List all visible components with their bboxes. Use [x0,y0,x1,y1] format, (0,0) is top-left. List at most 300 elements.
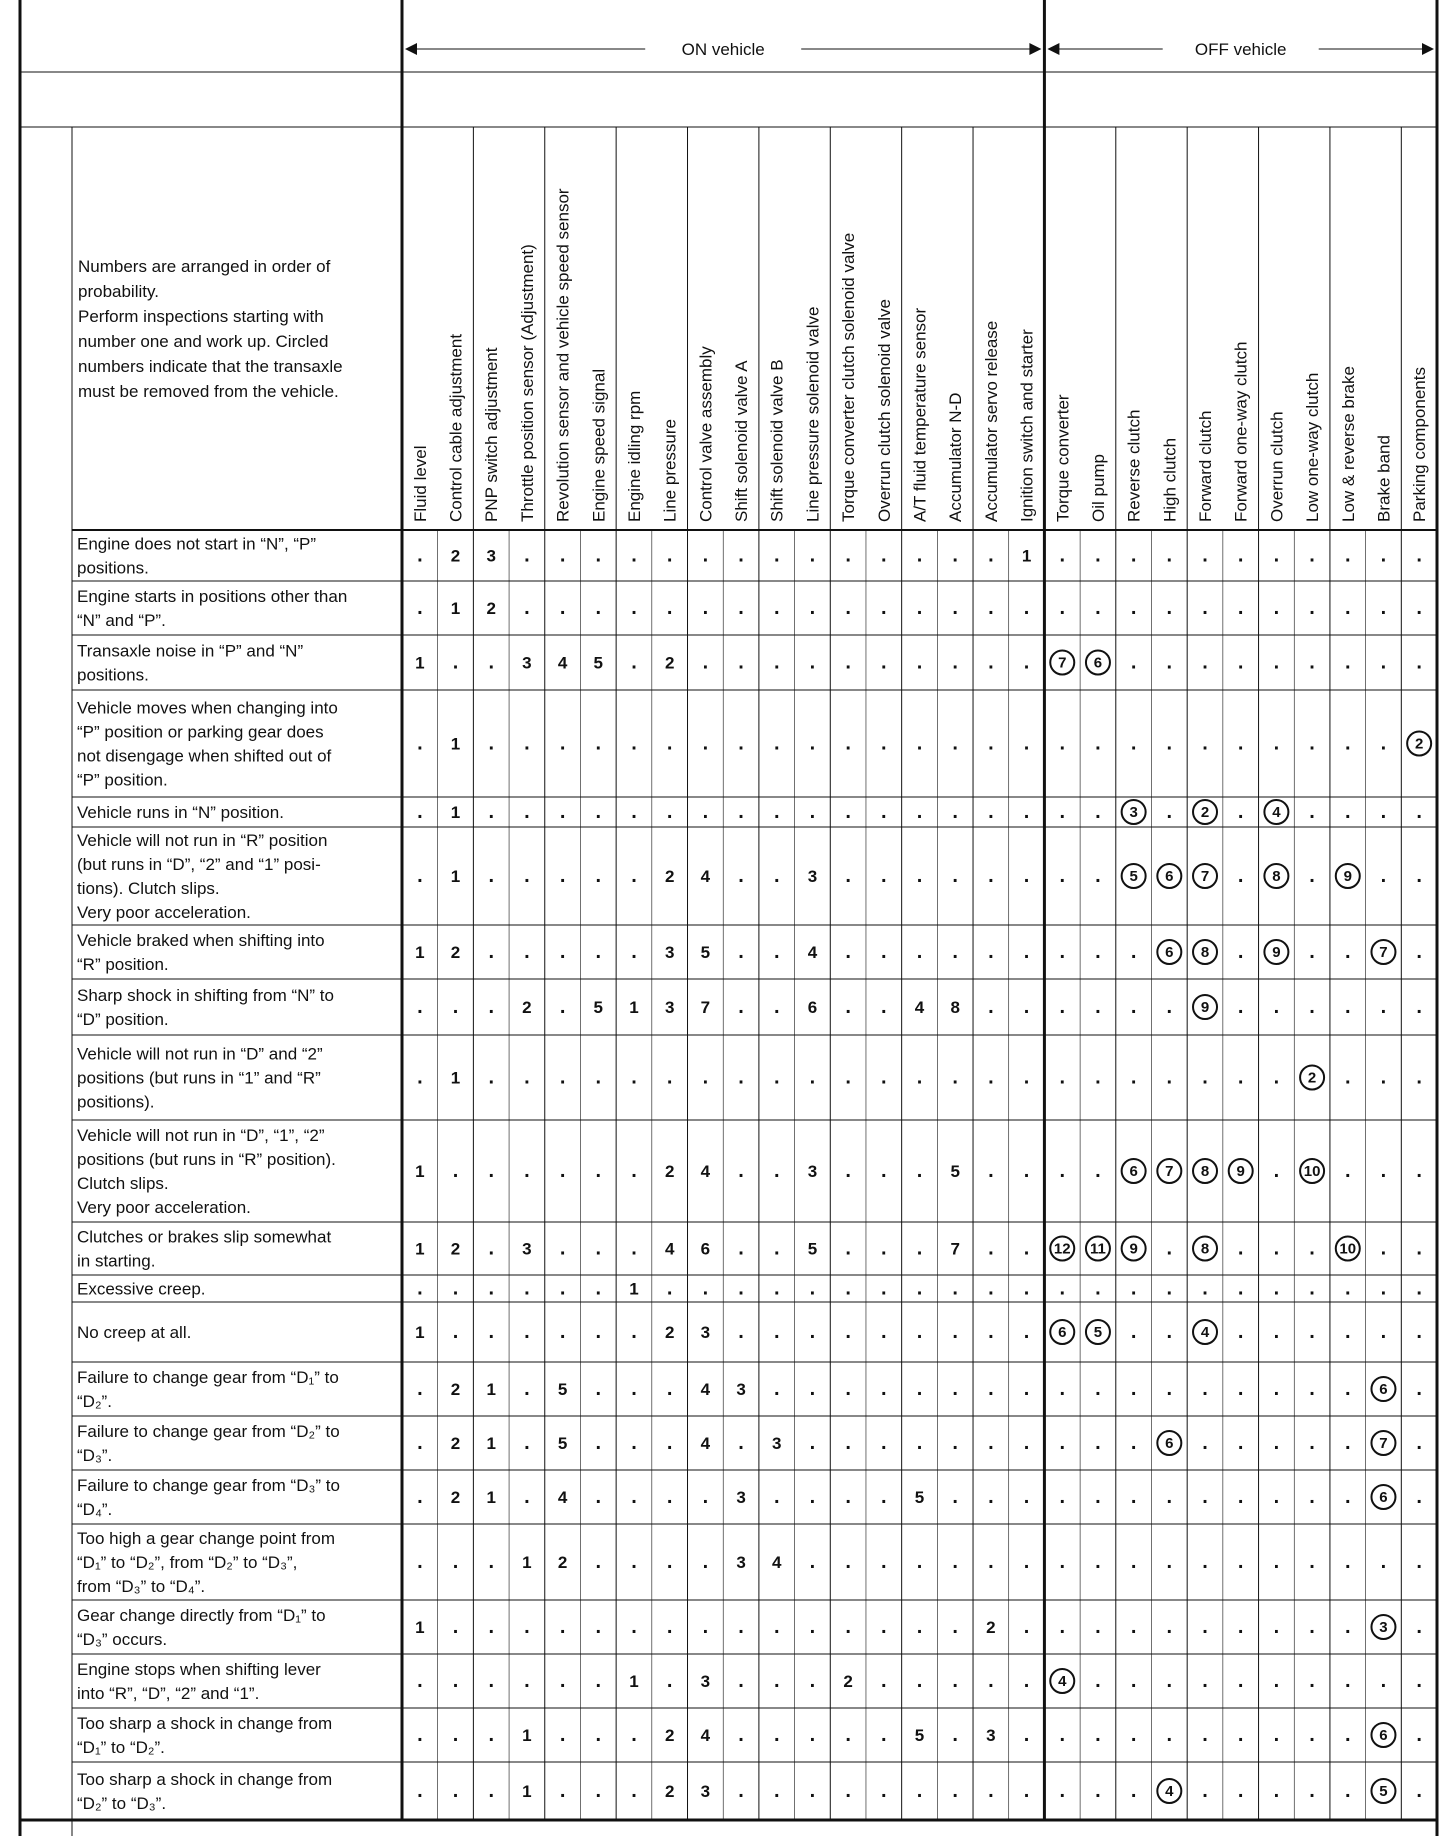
column-header: A/T fluid temperature sensor [910,307,930,522]
on-vehicle-arrow-label: ON vehicle [681,40,765,59]
empty-cell: . [809,597,816,619]
empty-cell: . [417,1378,423,1400]
empty-cell: . [916,1321,923,1343]
empty-cell: . [738,1321,744,1343]
empty-cell: . [488,1321,495,1343]
empty-cell: . [738,865,744,887]
empty-cell: . [881,801,887,823]
empty-cell: . [1416,1670,1422,1692]
empty-cell: . [952,1321,958,1343]
circled-cell [1336,864,1360,888]
empty-cell: . [881,1780,887,1802]
empty-cell: . [916,1616,923,1638]
empty-cell: . [488,941,495,963]
empty-cell: . [595,1486,602,1508]
empty-cell: . [773,996,780,1018]
column-header: Line pressure [660,418,680,522]
empty-cell: . [452,1277,459,1300]
cell-value: 2 [664,1726,675,1745]
empty-cell: . [488,1670,495,1692]
table-row [77,535,1422,578]
cell-value: 4 [1058,1673,1067,1690]
symptom-label: Too high a gear change point from [77,1529,336,1548]
empty-cell: . [1095,1432,1101,1454]
cell-value: 4 [700,1162,711,1181]
empty-cell: . [773,597,780,619]
table-row [77,1770,1422,1813]
circled-cell [1229,1159,1253,1183]
empty-cell: . [988,544,994,567]
empty-cell: . [595,801,602,823]
empty-cell: . [559,801,566,823]
cell-value: 2 [450,1380,461,1399]
empty-cell: . [524,597,530,619]
empty-cell: . [1344,801,1351,823]
empty-cell: . [702,1616,709,1638]
cell-value: 1 [450,803,461,822]
empty-cell: . [1416,544,1422,567]
table-row [77,1126,1422,1217]
cell-value: 2 [450,1239,461,1259]
empty-cell: . [773,651,780,674]
cell-value: 3 [664,943,675,962]
cell-value: 1 [486,1434,496,1453]
empty-cell: . [524,732,530,755]
empty-cell: . [524,1616,530,1638]
symptom-label: “P” position or parking gear does [77,722,324,742]
empty-cell: . [1237,996,1244,1018]
cell-value: 1 [450,599,461,618]
empty-cell: . [417,1277,423,1300]
empty-cell: . [559,1277,566,1300]
empty-cell: . [1166,1486,1173,1508]
symptom-rows [77,535,1431,1814]
empty-cell: . [952,1486,958,1508]
empty-cell: . [1023,801,1030,823]
empty-cell: . [845,865,851,887]
cell-value: 2 [986,1618,996,1637]
empty-cell: . [809,1066,816,1089]
empty-cell: . [1309,1486,1315,1508]
column-header: Reverse clutch [1124,409,1144,522]
empty-cell: . [809,1670,816,1692]
cell-value: 1 [415,653,425,673]
empty-cell: . [1202,1724,1208,1746]
empty-cell: . [1344,1780,1351,1802]
table-row [77,1476,1422,1519]
table-row [77,1278,1422,1300]
empty-cell: . [1416,651,1422,674]
cell-value: 2 [450,943,461,962]
column-header: Torque converter [1053,394,1073,522]
circled-cell [1264,800,1288,824]
column-header: Forward clutch [1196,410,1216,522]
empty-cell: . [881,1432,887,1454]
empty-cell: . [809,1551,816,1573]
empty-cell: . [1130,1724,1137,1746]
empty-cell: . [988,1486,994,1508]
table-row [77,831,1422,922]
empty-cell: . [1309,544,1315,567]
empty-cell: . [1309,1237,1315,1260]
symptom-label: positions (but runs in “1” and “R” [77,1068,321,1088]
empty-cell: . [1023,1378,1030,1400]
empty-cell: . [1023,1670,1030,1692]
empty-cell: . [1380,651,1387,674]
empty-cell: . [488,1780,495,1802]
symptom-label: positions. [77,665,149,685]
empty-cell: . [952,1432,958,1454]
column-header: High clutch [1160,437,1180,522]
empty-cell: . [1166,1724,1173,1746]
empty-cell: . [1023,1237,1030,1260]
empty-cell: . [1202,1277,1208,1300]
empty-cell: . [738,1670,744,1692]
empty-cell: . [1023,597,1030,619]
empty-cell: . [1344,732,1351,755]
empty-cell: . [1273,1378,1280,1400]
empty-cell: . [738,1724,744,1746]
empty-cell: . [1023,1551,1030,1573]
symptom-label: into “R”, “D”, “2” and “1”. [77,1684,260,1703]
empty-cell: . [1416,1277,1422,1300]
empty-cell: . [631,801,637,823]
empty-cell: . [881,1237,887,1260]
empty-cell: . [1095,732,1101,755]
empty-cell: . [738,1780,744,1802]
symptom-label: Vehicle moves when changing into [77,698,338,718]
circled-cell [1157,1779,1181,1803]
empty-cell: . [952,544,958,567]
empty-cell: . [988,1277,994,1300]
empty-cell: . [1095,865,1101,887]
empty-cell: . [1380,544,1387,567]
empty-cell: . [1023,1066,1030,1089]
empty-cell: . [988,651,994,674]
cell-value: 3 [986,1726,996,1745]
empty-cell: . [488,865,495,887]
empty-cell: . [916,597,923,619]
circled-cell [1264,940,1288,964]
symptom-label: Sharp shock in shifting from “N” to [77,986,334,1005]
cell-value: 1 [522,1726,532,1745]
cell-value: 5 [914,1726,925,1745]
empty-cell: . [809,732,816,755]
column-header: Engine speed signal [589,368,609,522]
empty-cell: . [666,1432,673,1454]
empty-cell: . [809,1486,816,1508]
empty-cell: . [773,1066,780,1089]
empty-cell: . [1416,1432,1422,1454]
empty-cell: . [1237,941,1244,963]
empty-cell: . [1130,544,1137,567]
empty-cell: . [559,941,566,963]
empty-cell: . [488,1066,495,1089]
empty-cell: . [1309,1780,1315,1802]
empty-cell: . [595,597,602,619]
column-header: Shift solenoid valve A [732,360,752,522]
symptom-label: Vehicle will not run in “D”, “1”, “2” [77,1126,325,1145]
empty-cell: . [488,1616,495,1638]
empty-cell: . [1059,1378,1066,1400]
empty-cell: . [773,1321,780,1343]
empty-cell: . [881,732,887,755]
column-header: Line pressure solenoid valve [803,306,823,522]
circled-cell [1122,800,1146,824]
empty-cell: . [1344,1670,1351,1692]
empty-cell: . [524,801,530,823]
cell-value: 9 [1236,1163,1245,1180]
empty-cell: . [702,1277,709,1300]
empty-cell: . [881,1066,887,1089]
empty-cell: . [809,801,816,823]
circled-cell [1300,1159,1324,1183]
empty-cell: . [988,1321,994,1343]
empty-cell: . [595,1277,602,1300]
empty-cell: . [488,1277,495,1300]
cell-value: 2 [1200,804,1210,821]
empty-cell: . [417,597,423,619]
table-row [77,1660,1422,1703]
empty-cell: . [1344,1277,1351,1300]
empty-cell: . [1095,1486,1101,1508]
column-header: Parking components [1410,367,1430,522]
empty-cell: . [417,865,423,887]
empty-cell: . [916,1237,923,1260]
cell-value: 1 [486,1488,496,1507]
cell-value: 2 [486,599,496,618]
cell-value: 3 [700,1672,711,1691]
empty-cell: . [1059,801,1066,823]
empty-cell: . [738,1160,744,1182]
symptom-label: “D₄”. [77,1500,113,1519]
empty-cell: . [1416,941,1422,963]
cell-value: 3 [522,653,532,673]
empty-cell: . [1023,732,1030,755]
empty-cell: . [988,1670,994,1692]
circled-cell [1264,864,1288,888]
empty-cell: . [452,1551,459,1573]
empty-cell: . [1130,1486,1137,1508]
empty-cell: . [452,1670,459,1692]
symptom-label: No creep at all. [77,1323,192,1342]
circled-cell [1193,1237,1217,1261]
empty-cell: . [1344,1551,1351,1573]
empty-cell: . [952,1378,958,1400]
cell-value: 5 [700,943,711,962]
empty-cell: . [1237,1321,1244,1343]
empty-cell: . [881,1670,887,1692]
empty-cell: . [1130,651,1137,674]
empty-cell: . [524,544,530,567]
circled-cell [1086,651,1110,675]
empty-cell: . [916,1066,923,1089]
symptom-label: Gear change directly from “D₁” to [77,1606,326,1625]
empty-cell: . [809,1724,816,1746]
circled-cell [1193,800,1217,824]
empty-cell: . [988,1066,994,1089]
empty-cell: . [559,1160,566,1182]
empty-cell: . [809,544,816,567]
empty-cell: . [524,1277,530,1300]
circled-cell [1157,1159,1181,1183]
empty-cell: . [1309,597,1315,619]
circled-cell [1157,1431,1181,1455]
empty-cell: . [738,1066,744,1089]
cell-value: 1 [522,1782,532,1801]
empty-cell: . [1095,544,1101,567]
empty-cell: . [916,1780,923,1802]
empty-cell: . [1273,1237,1280,1260]
empty-cell: . [1202,1378,1208,1400]
cell-value: 3 [807,867,818,886]
empty-cell: . [452,651,459,674]
column-header: Forward one-way clutch [1231,341,1251,522]
empty-cell: . [738,651,744,674]
table-row [77,800,1422,824]
empty-cell: . [988,996,994,1018]
empty-cell: . [845,1486,851,1508]
empty-cell: . [488,1551,495,1573]
cell-value: 2 [664,1323,675,1342]
instruction-note [78,257,343,401]
empty-cell: . [1130,1780,1137,1802]
empty-cell: . [881,544,887,567]
column-header: Low one-way clutch [1303,372,1323,522]
circled-cell [1193,864,1217,888]
empty-cell: . [417,1724,423,1746]
circled-cell [1371,1485,1395,1509]
column-header: Brake band [1374,435,1394,522]
empty-cell: . [1344,1321,1351,1343]
empty-cell: . [1023,865,1030,887]
empty-cell: . [488,1160,495,1182]
empty-cell: . [417,801,423,823]
symptom-label: Vehicle will not run in “D” and “2” [77,1044,323,1064]
empty-cell: . [1166,1321,1173,1343]
empty-cell: . [702,1066,709,1089]
circled-cell [1407,732,1431,756]
column-header: Fluid level [410,445,430,522]
table-row [77,587,1422,630]
empty-cell: . [559,1780,566,1802]
symptom-label: Too sharp a shock in change from [77,1770,333,1789]
empty-cell: . [452,996,459,1018]
empty-cell: . [1166,544,1173,567]
empty-cell: . [738,1237,744,1260]
empty-cell: . [1273,1616,1280,1638]
cell-value: 4 [557,653,568,673]
empty-cell: . [1344,651,1351,674]
empty-cell: . [666,597,673,619]
circled-cell [1086,1320,1110,1344]
empty-cell: . [916,1670,923,1692]
symptom-label: Excessive creep. [77,1279,206,1299]
empty-cell: . [417,544,423,567]
empty-cell: . [1309,651,1315,674]
column-header: Accumulator N-D [946,392,966,522]
empty-cell: . [773,1378,780,1400]
empty-cell: . [952,941,958,963]
empty-cell: . [1166,1277,1173,1300]
empty-cell: . [417,1780,423,1802]
empty-cell: . [1059,544,1066,567]
empty-cell: . [773,1237,780,1260]
empty-cell: . [773,732,780,755]
empty-cell: . [1380,801,1387,823]
empty-cell: . [417,1486,423,1508]
empty-cell: . [845,1780,851,1802]
empty-cell: . [1130,1616,1137,1638]
empty-cell: . [1273,651,1280,674]
symptom-label: Too sharp a shock in change from [77,1714,333,1733]
column-headers [411,188,1429,522]
empty-cell: . [845,1160,851,1182]
empty-cell: . [524,1486,530,1508]
cell-value: 3 [522,1239,532,1259]
empty-cell: . [1023,1616,1030,1638]
cell-value: 1 [629,1672,639,1691]
empty-cell: . [773,801,780,823]
empty-cell: . [1309,996,1315,1018]
empty-cell: . [1416,996,1422,1018]
empty-cell: . [631,732,637,755]
empty-cell: . [773,1724,780,1746]
empty-cell: . [595,1378,602,1400]
column-header: Overrun clutch solenoid valve [874,298,894,522]
cell-value: 5 [593,653,604,673]
cell-value: 3 [700,1782,711,1801]
table-row [77,642,1422,685]
cell-value: 4 [700,1380,711,1399]
symptom-label: “D₁” to “D₂”. [77,1738,165,1757]
empty-cell: . [916,1160,923,1182]
empty-cell: . [1095,1616,1101,1638]
empty-cell: . [631,1780,637,1802]
empty-cell: . [881,941,887,963]
cell-value: 9 [1129,1240,1138,1258]
empty-cell: . [1309,1724,1315,1746]
cell-value: 5 [557,1380,568,1399]
empty-cell: . [524,1321,530,1343]
empty-cell: . [1237,544,1244,567]
symptom-label: (but runs in “D”, “2” and “1” posi- [77,855,321,874]
empty-cell: . [1059,1780,1066,1802]
empty-cell: . [559,996,566,1018]
circled-cell [1050,1669,1074,1693]
empty-cell: . [417,1670,423,1692]
symptom-label: tions). Clutch slips. [77,879,220,898]
column-header: Engine idling rpm [624,390,644,522]
empty-cell: . [1059,1551,1066,1573]
cell-value: 2 [450,1488,461,1507]
empty-cell: . [1166,996,1173,1018]
cell-value: 6 [807,998,818,1017]
empty-cell: . [631,1160,637,1182]
empty-cell: . [773,1616,780,1638]
cell-value: 1 [450,867,461,886]
circled-cell [1371,1723,1395,1747]
column-header: Control valve assembly [696,346,716,522]
empty-cell: . [1202,732,1208,755]
empty-cell: . [1023,1486,1030,1508]
empty-cell: . [1309,1378,1315,1400]
empty-cell: . [809,1321,816,1343]
empty-cell: . [595,1780,602,1802]
cell-value: 8 [950,998,960,1017]
empty-cell: . [1273,544,1280,567]
cell-value: 3 [1379,1619,1388,1636]
